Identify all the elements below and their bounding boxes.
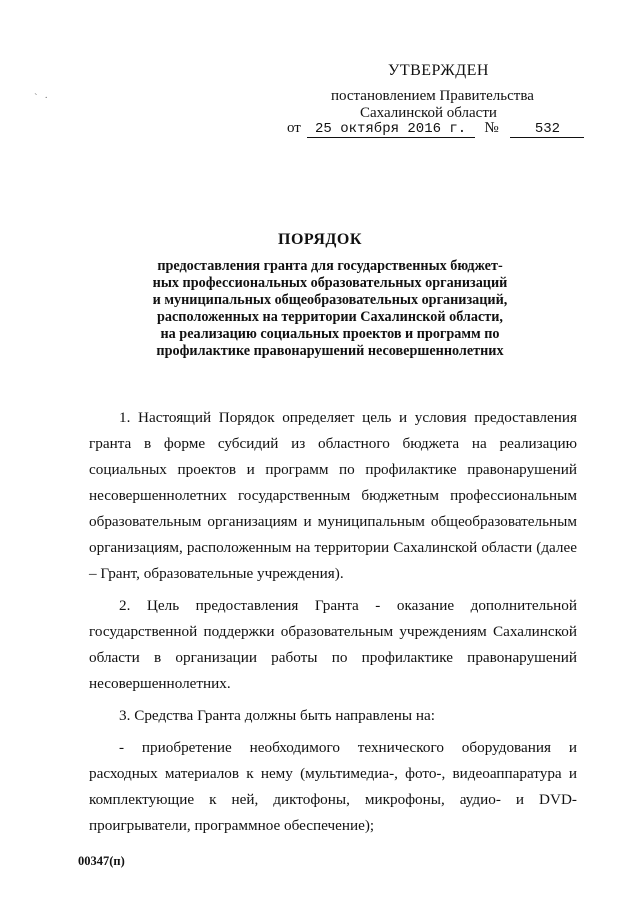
approval-date: 25 октября 2016 г. — [307, 121, 475, 138]
subtitle-line: предоставления гранта для государственных бюджет- — [157, 258, 503, 274]
from-label: от — [287, 120, 301, 136]
subtitle-line: профилактике правонарушений несовершеннолетних — [156, 343, 504, 359]
number-label: № — [484, 120, 499, 136]
document-subtitle — [100, 258, 560, 360]
approval-number: 532 — [510, 121, 584, 138]
document-body — [89, 405, 577, 845]
approval-line-1: постановлением Правительства — [331, 88, 534, 104]
subtitle-line: расположенных на территории Сахалинской области, — [157, 309, 503, 325]
approval-date-line — [287, 120, 584, 138]
subtitle-line: на реализацию социальных проектов и программ по — [160, 326, 500, 342]
scan-speck: ` · — [34, 92, 51, 104]
approval-line-2: Сахалинской области — [360, 105, 497, 121]
paragraph-2: 2. Цель предоставления Гранта - оказание дополнительной государственной поддержки образовательным учреждениям Сахалинской области в организации работы по профилактике правонарушений несовершеннолетних. — [89, 597, 577, 692]
approval-title: УТВЕРЖДЕН — [388, 62, 489, 79]
document-code: 00347(п) — [78, 854, 125, 868]
document-heading: ПОРЯДОК — [278, 231, 362, 248]
subtitle-line: ных профессиональных образовательных организаций — [152, 275, 508, 291]
paragraph-3-item: - приобретение необходимого технического оборудования и расходных материалов к нему (мультимедиа-, фото-, видеоаппаратура и комплектующие к ней, диктофоны, микрофоны, аудио- и DVD-проигрыватели, программное обеспечение); — [89, 739, 577, 834]
subtitle-line: и муниципальных общеобразовательных организаций, — [152, 292, 508, 308]
paragraph-3: 3. Средства Гранта должны быть направлены на: — [119, 707, 435, 724]
paragraph-1: 1. Настоящий Порядок определяет цель и условия предоставления гранта в форме субсидий из областного бюджета на реализацию социальных проектов и программ по профилактике правонарушений несовершеннолетних государственным бюджетным профессиональным образовательным организациям и муниципальным общеобразовательным организациям, расположенным на территории Сахалинской области (далее – Грант, образовательные учреждения). — [89, 409, 577, 582]
